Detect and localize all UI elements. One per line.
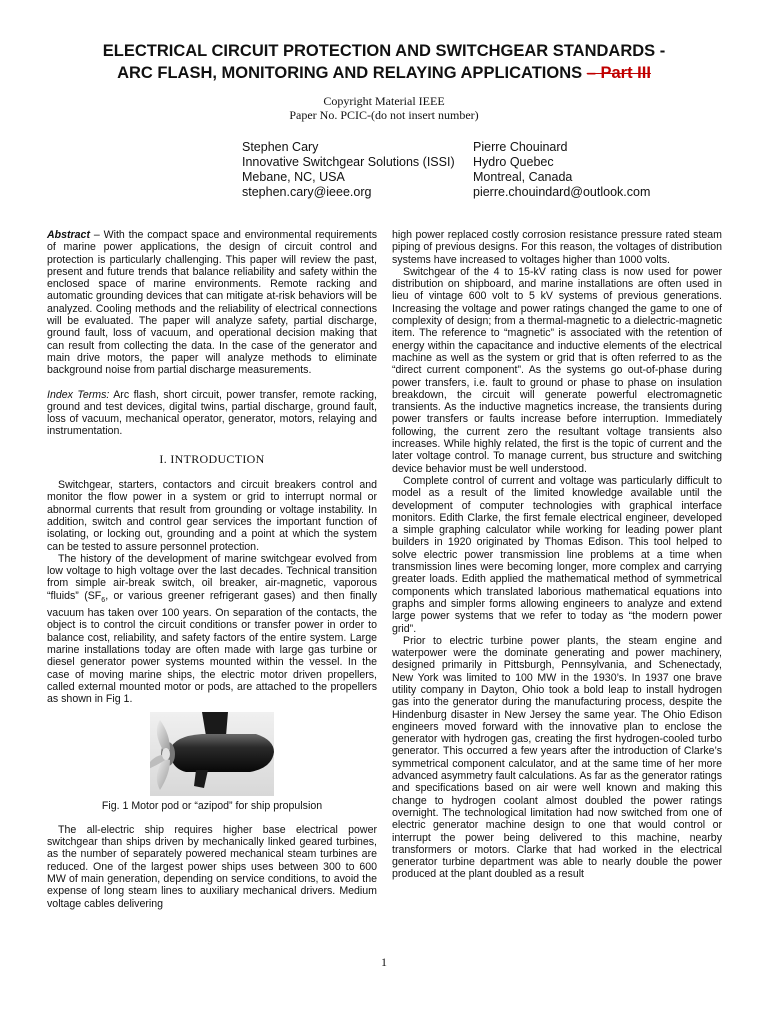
copyright-notice: Copyright Material IEEE: [323, 94, 445, 108]
paragraph-text: The history of the development of marine switchgear evolved from low voltage to high voltage over the last decades. Technical transition from simple air-break switch, oil breaker, air-magnetic, vaporous “fluids” (SF: [47, 552, 377, 602]
body-paragraph: Switchgear of the 4 to 15-kV rating class is now used for power distribution on shipboard, and marine installations are often used in lieu of vintage 600 volt to 5 kV systems of previous generations. Increasing the voltage and power ratings changed the game to one of complexity of design; from a thermal-magnetic to a dielectric-magnetic item. The reference to “magnetic” is associated with the retention of energy within the capacitance and inductive elements of the electrical machine as well as the system or grid that is often referred to as the “direct current component”. As the systems go out-of-phase during power transfers, i.e. fault to ground or phase to phase on insulation breakdown, the circuit will generate powerful electromagnetic transients. As the inductive magnetics increase, the transients during power transfers or faults increase before interruption. Immediately following, the current zero the resultant voltage transients also increases. While highly related, the first is the topic of current and the later voltage control. To manage current, bus structure and switching device behavior must be well understood.: [392, 265, 722, 475]
subscript-six: 6: [101, 596, 106, 604]
index-terms-paragraph: [47, 389, 377, 438]
author-block-2: [473, 140, 650, 200]
right-column: [392, 229, 722, 881]
figure-motor-pod-image: [150, 712, 274, 796]
author-organization: Innovative Switchgear Solutions (ISSI): [242, 155, 455, 169]
author-block-1: [242, 140, 455, 200]
section-heading-introduction: I. INTRODUCTION: [159, 451, 265, 466]
author-organization: Hydro Quebec: [473, 155, 554, 169]
abstract-label: Abstract: [47, 229, 90, 241]
page-number: 1: [381, 955, 387, 969]
paragraph-text: , or various greener refrigerant gases) and then finally vacuum has taken over 100 years. On separation of the contacts, the object is to control the circuit conditions or transfer power in order to balance cost, reliability, and safety factors of the entire system. Large marine installations today are often made with large gas turbine or diesel generator power systems mounted within the vessel. In the case of moving marine ships, the electric motor driven propellers, called external mounted motor or pods, are attached to the propellers as shown in Fig 1.: [47, 589, 378, 706]
abstract-text: – With the compact space and environmental requirements of marine power applications, the design of circuit control and protection is particularly challenging. This paper will review the past, present and future trends that balance reliability and safety within the enclosed space of marine environments. Remote racking and automatic grounding devices that can mitigate at-risk behaviors will be analyzed. Cooling methods and the reliability of electrical connections will be evaluated. The paper will analyze safety, partial discharge, ground fault, loss of vacuum, and operational decision making that can result from collecting the data. In the case of the generator and main drive motors, the paper will analyze methods to eliminate background noise from partial discharge measurements.: [47, 229, 377, 377]
author-location: Mebane, NC, USA: [242, 170, 345, 184]
title-line-2-text: ARC FLASH, MONITORING AND RELAYING APPLICATIONS: [117, 64, 583, 82]
title-struck-part: – Part III: [586, 64, 651, 82]
left-column: [47, 229, 377, 910]
paper-number: Paper No. PCIC-(do not insert number): [289, 108, 479, 122]
copyright-block: [0, 94, 768, 122]
author-email: pierre.chouindard@outlook.com: [473, 185, 651, 199]
body-paragraph: [47, 553, 377, 706]
title-line-2: [40, 62, 728, 84]
author-name: Pierre Chouinard: [473, 140, 568, 154]
body-paragraph: Complete control of current and voltage was particularly difficult to model as a result of the limited knowledge available until the development of computer technologies with graphical interface monitors. Edith Clarke, the first female electrical engineer, developed a simple graphing calculator while working for leading power plant builders in 1920 originated by Thomas Edison. This tool helped to solve electric power transmission line problems at a time when transmission lines were becoming longer, more complex and carrying greater loads. Edith applied the mathematical method of symmetrical components which translated laborious mathematical equations into graphs and simpler forms allowing engineers to analyze and extend large power systems that we refer to today as “the modern power grid”.: [392, 474, 722, 635]
index-terms-label: Index Terms:: [47, 388, 110, 401]
author-name: Stephen Cary: [242, 140, 319, 154]
body-paragraph: Switchgear, starters, contactors and circuit breakers control and monitor the flow power in a system or grid to interrupt normal or abnormal currents that result from grounding or voltage instability. In addition, switch and control gear services the important function of isolating, or locking out, grounding and a point at which the system can be tested to assure personnel protection.: [47, 479, 377, 553]
figure-caption: Fig. 1 Motor pod or “azipod” for ship propulsion: [101, 799, 323, 812]
index-terms-text: Arc flash, short circuit, power transfer, remote racking, ground and test devices, digital twins, partial discharge, ground fault, loss of vacuum, mechanical operator, generator, motors, relaying and instrumentation.: [47, 388, 377, 438]
body-paragraph: The all-electric ship requires higher base electrical power switchgear than ships driven by mechanically linked geared turbines, as the number of separately powered mechanical steam turbines are reduced. One of the largest power ships uses between 300 to 600 MW of main generation, depending on service conditions, to avoid the expense of long steam lines to auxiliary mechanical drivers. Medium voltage cables delivering: [47, 823, 377, 910]
author-email: stephen.cary@ieee.org: [242, 185, 372, 199]
paper-title: [40, 40, 728, 84]
body-paragraph: Prior to electric turbine power plants, the steam engine and waterpower were the dominate generating and power machinery, designed primarily in Pittsburgh, Pennsylvania, and Schenectady, New York was limited to 100 MW in the 1930’s. In 1937 one brave utility company in Dayton, Ohio took a bold leap to install hydrogen gas into the generator during the manufacturing process, despite the Hindenburg disaster in New Jersey the same year. The Ohio Edison engineers moved forward with the innovative plan to enclose the generator with hydrogen gas, creating the first hydrogen-cooled turbo generator. This occurred a few years after the introduction of Clarke’s symmetrical component calculator, and at the same time of her more advanced asymmetry fault calculations. As far as the generator ratings and specifications based on air were well known and making this change to hydrogen coolant almost doubled the power ratings overnight. The technological limitation had now switched from one of electric generator machine design to one that would control or interrupt the power being delivered to this machine, nearby transformers or motors. Clarke that had worked in the electrical generator turbine department was able to nearly double the power produced at the plant doubled as a result: [392, 634, 722, 881]
motor-pod-illustration: [150, 712, 274, 796]
body-paragraph: high power replaced costly corrosion resistance pressure rated steam piping of previous designs. For this reason, the voltages of distribution systems have increased to voltages higher than 1000 volts.: [392, 229, 722, 266]
author-location: Montreal, Canada: [473, 170, 573, 184]
title-line-1: ELECTRICAL CIRCUIT PROTECTION AND SWITCHGEAR STANDARDS -: [102, 42, 666, 60]
abstract-paragraph: [47, 229, 377, 377]
